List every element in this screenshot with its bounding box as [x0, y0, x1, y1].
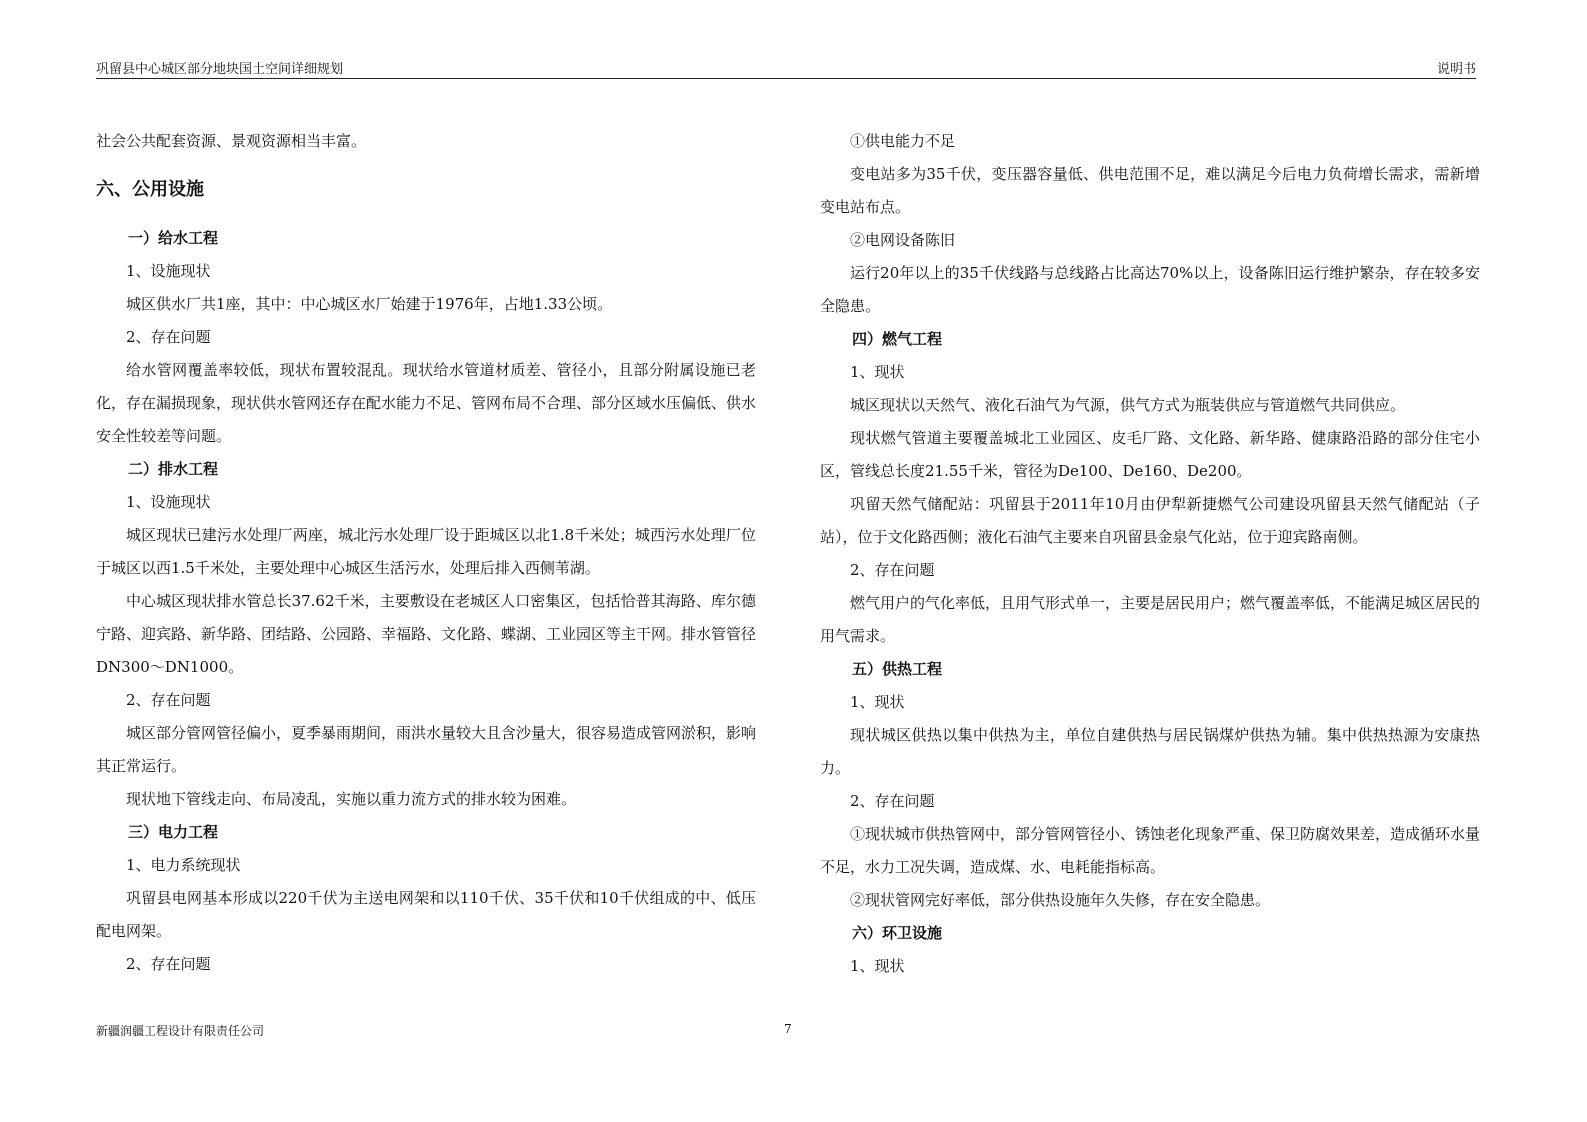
item-heading: 1、设施现状	[126, 493, 211, 511]
paragraph: 城区现状已建污水处理厂两座，城北污水处理厂设于距城区以北1.8千米处；城西污水处理厂位于城区以西1.5千米处，主要处理中心城区生活污水，处理后排入西侧苇湖。	[96, 526, 756, 577]
item-heading: 1、电力系统现状	[126, 856, 241, 874]
paragraph: 城区现状以天然气、液化石油气为气源，供气方式为瓶装供应与管道燃气共同供应。	[850, 396, 1406, 414]
header-doc-type: 说明书	[1436, 62, 1476, 77]
right-column	[820, 125, 1480, 983]
subsection-title-water-supply: 一）给水工程	[128, 229, 219, 247]
subsection-title-drainage: 二）排水工程	[128, 460, 219, 478]
item-heading: 2、存在问题	[850, 792, 935, 810]
left-column	[96, 125, 756, 981]
paragraph: 中心城区现状排水管总长37.62千米，主要敷设在老城区人口密集区，包括恰普其海路、库尔德宁路、迎宾路、新华路、团结路、公园路、幸福路、文化路、蝶湖、工业园区等主干网。排水管管径DN300～DN1000。	[96, 592, 757, 676]
item-heading: 2、存在问题	[126, 328, 211, 346]
subsection-title-power: 三）电力工程	[128, 823, 219, 841]
item-heading: 1、设施现状	[126, 262, 211, 280]
paragraph: ②现状管网完好率低，部分供热设施年久失修，存在安全隐患。	[850, 891, 1271, 909]
item-heading: 2、存在问题	[126, 691, 211, 709]
paragraph: 燃气用户的气化率低，且用气形式单一，主要是居民用户；燃气覆盖率低，不能满足城区居民的用气需求。	[820, 594, 1481, 645]
paragraph: 给水管网覆盖率较低，现状布置较混乱。现状给水管道材质差、管径小，且部分附属设施已老化，存在漏损现象，现状供水管网还存在配水能力不足、管网布局不合理、部分区域水压偏低、供水安全性较差等问题。	[96, 361, 757, 445]
item-heading: 1、现状	[850, 363, 905, 381]
paragraph: 现状地下管线走向、布局凌乱，实施以重力流方式的排水较为困难。	[126, 790, 577, 808]
paragraph: 城区供水厂共1座，其中：中心城区水厂始建于1976年，占地1.33公顷。	[126, 295, 613, 313]
item-heading: ②电网设备陈旧	[850, 231, 956, 249]
footer-company: 新疆润疆工程设计有限责任公司	[96, 1024, 265, 1038]
paragraph: ①现状城市供热管网中，部分管网管径小、锈蚀老化现象严重、保卫防腐效果差，造成循环水量不足，水力工况失调，造成煤、水、电耗能指标高。	[820, 825, 1481, 876]
subsection-title-gas: 四）燃气工程	[852, 330, 943, 348]
page-header	[96, 58, 1476, 79]
paragraph: 现状燃气管道主要覆盖城北工业园区、皮毛厂路、文化路、新华路、健康路沿路的部分住宅小区，管线总长度21.55千米，管径为De100、De160、De200。	[820, 429, 1480, 480]
paragraph: 社会公共配套资源、景观资源相当丰富。	[96, 132, 367, 150]
subsection-title-sanitation: 六）环卫设施	[852, 924, 943, 942]
paragraph: 城区部分管网管径偏小，夏季暴雨期间，雨洪水量较大且含沙量大，很容易造成管网淤积，影响其正常运行。	[96, 724, 757, 775]
item-heading: 2、存在问题	[850, 561, 935, 579]
item-heading: 2、存在问题	[126, 955, 211, 973]
page-number: 7	[784, 1022, 792, 1036]
section-title: 六、公用设施	[96, 179, 204, 200]
paragraph: 巩留县电网基本形成以220千伏为主送电网架和以110千伏、35千伏和10千伏组成的中、低压配电网架。	[96, 889, 756, 940]
subsection-title-heating: 五）供热工程	[852, 660, 943, 678]
item-heading: 1、现状	[850, 957, 905, 975]
item-heading: ①供电能力不足	[850, 132, 956, 150]
paragraph: 运行20年以上的35千伏线路与总线路占比高达70%以上，设备陈旧运行维护繁杂，存在较多安全隐患。	[820, 264, 1480, 315]
paragraph: 变电站多为35千伏，变压器容量低、供电范围不足，难以满足今后电力负荷增长需求，需新增变电站布点。	[820, 165, 1480, 216]
paragraph: 现状城区供热以集中供热为主，单位自建供热与居民锅煤炉供热为辅。集中供热热源为安康热力。	[820, 726, 1480, 777]
paragraph: 巩留天然气储配站：巩留县于2011年10月由伊犁新捷燃气公司建设巩留县天然气储配站（子站），位于文化路西侧；液化石油气主要来自巩留县金泉气化站，位于迎宾路南侧。	[820, 495, 1480, 546]
header-title: 巩留县中心城区部分地块国土空间详细规划	[96, 62, 344, 77]
item-heading: 1、现状	[850, 693, 905, 711]
